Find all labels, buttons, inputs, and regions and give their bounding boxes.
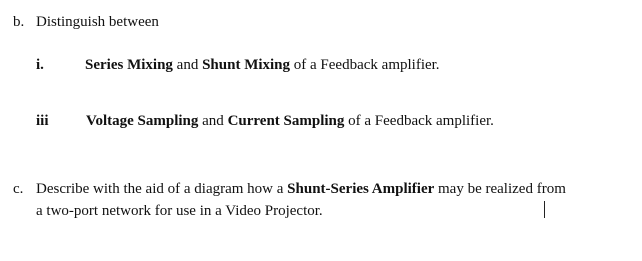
item-i-text [85, 56, 440, 74]
item-iii-term1: Voltage Sampling [86, 113, 199, 129]
text-cursor [544, 201, 545, 218]
question-b-stem: Distinguish between [36, 14, 159, 30]
question-c-line1 [36, 180, 566, 198]
item-iii-connector: and [198, 113, 228, 129]
item-i-term1: Series Mixing [85, 57, 173, 73]
item-iii-term2: Current Sampling [227, 113, 345, 129]
question-c-text-after: may be realized from [434, 181, 566, 197]
question-c-text-before: Describe with the aid of a diagram how a [36, 181, 288, 197]
item-iii-text [86, 112, 494, 130]
question-b-marker: b. [13, 14, 25, 30]
question-c-line2: a two-port network for use in a Video Projector. [36, 203, 323, 219]
item-i-tail: of a Feedback amplifier. [290, 57, 440, 73]
item-iii-tail: of a Feedback amplifier. [344, 113, 494, 129]
item-iii-marker: iii [36, 113, 49, 129]
item-i-term2: Shunt Mixing [202, 57, 291, 73]
item-i-connector: and [172, 57, 203, 73]
question-c-marker: c. [13, 181, 24, 197]
item-i-marker: i. [36, 57, 44, 73]
question-c-bold-term: Shunt-Series Amplifier [287, 181, 435, 197]
